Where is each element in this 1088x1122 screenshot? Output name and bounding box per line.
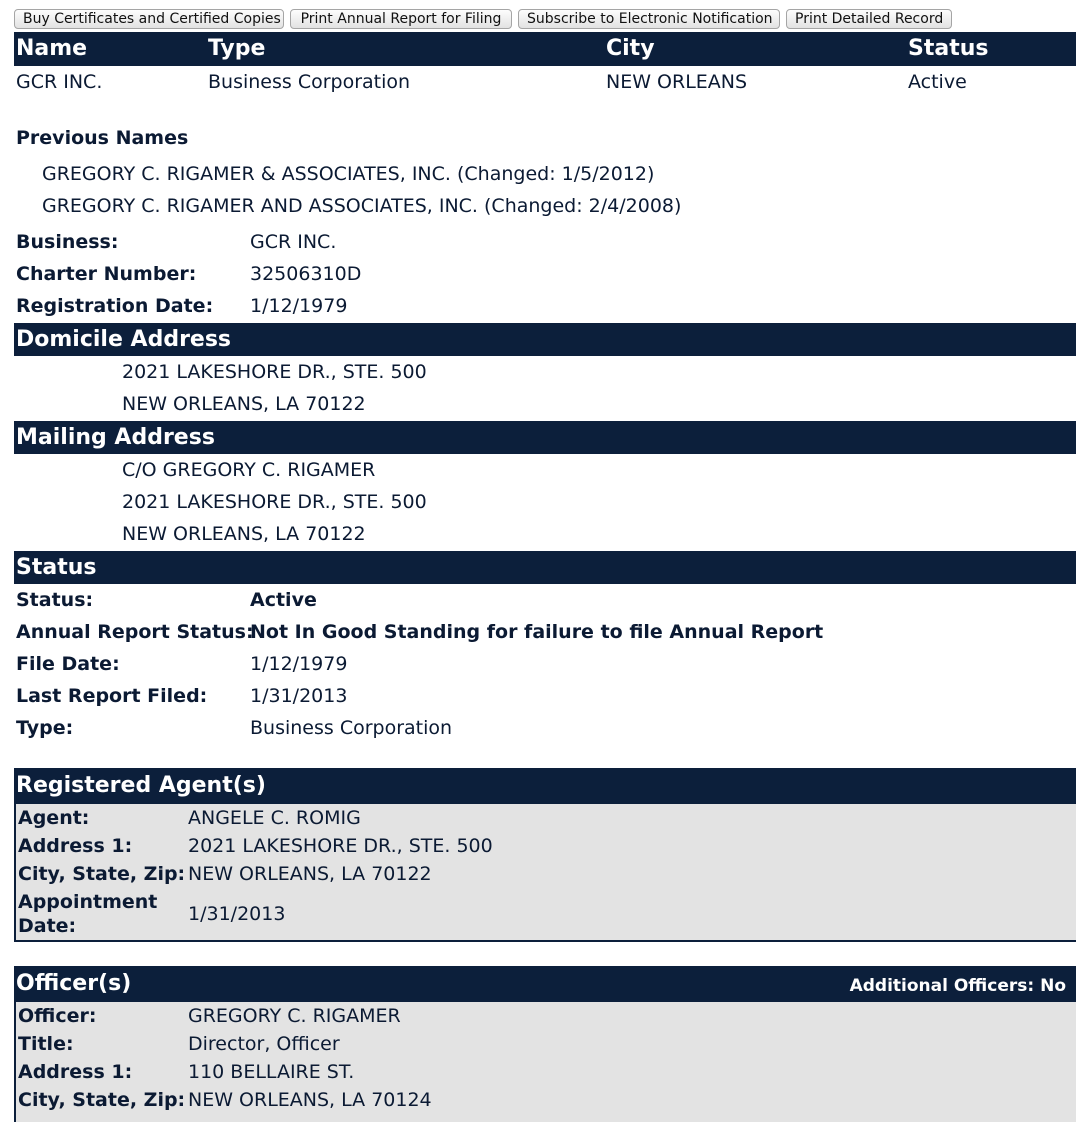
business-value: GCR INC. xyxy=(250,231,337,253)
status-header xyxy=(14,551,1076,584)
annual-report-status-value: Not In Good Standing for failure to file Annual Report xyxy=(250,621,824,643)
type-value: Business Corporation xyxy=(250,717,453,739)
officer-city-value: NEW ORLEANS, LA 70124 xyxy=(188,1089,432,1111)
agent-city-label: City, State, Zip: xyxy=(18,863,186,885)
charter-number-value: 32506310D xyxy=(250,263,362,285)
registration-date-value: 1/12/1979 xyxy=(250,295,348,317)
registered-agent-heading: Registered Agent(s) xyxy=(16,773,266,798)
buy-certificates-button[interactable]: Buy Certificates and Certified Copies xyxy=(14,9,284,29)
officer-address-label: Address 1: xyxy=(18,1061,133,1083)
column-header-city: City xyxy=(606,36,655,61)
mailing-address-header xyxy=(14,421,1076,454)
status-heading: Status xyxy=(16,555,97,580)
result-status: Active xyxy=(908,71,967,93)
appointment-date-label-line1: Appointment xyxy=(18,891,158,913)
annual-report-status-label: Annual Report Status: xyxy=(16,621,254,643)
mailing-address-line: NEW ORLEANS, LA 70122 xyxy=(122,523,366,545)
results-header xyxy=(14,32,1076,66)
domicile-address-line: 2021 LAKESHORE DR., STE. 500 xyxy=(122,361,427,383)
agent-address-value: 2021 LAKESHORE DR., STE. 500 xyxy=(188,835,493,857)
mailing-address-line: C/O GREGORY C. RIGAMER xyxy=(122,459,376,481)
registration-date-label: Registration Date: xyxy=(16,295,214,317)
last-report-filed-label: Last Report Filed: xyxy=(16,685,208,707)
domicile-address-heading: Domicile Address xyxy=(16,327,232,352)
officers-heading: Officer(s) xyxy=(16,971,132,996)
officers-panel xyxy=(14,1002,1076,1122)
status-value: Active xyxy=(250,589,317,611)
appointment-date-value: 1/31/2013 xyxy=(188,903,286,925)
officer-value: GREGORY C. RIGAMER xyxy=(188,1005,401,1027)
officer-title-value: Director, Officer xyxy=(188,1033,340,1055)
result-type: Business Corporation xyxy=(208,71,411,93)
domicile-address-line: NEW ORLEANS, LA 70122 xyxy=(122,393,366,415)
result-name: GCR INC. xyxy=(16,71,103,93)
mailing-address-heading: Mailing Address xyxy=(16,425,215,450)
business-label: Business: xyxy=(16,231,119,253)
print-detailed-record-button[interactable]: Print Detailed Record xyxy=(786,9,952,29)
status-label: Status: xyxy=(16,589,94,611)
charter-number-label: Charter Number: xyxy=(16,263,197,285)
officer-address-value: 110 BELLAIRE ST. xyxy=(188,1061,355,1083)
subscribe-notification-button[interactable]: Subscribe to Electronic Notification xyxy=(518,9,780,29)
column-header-type: Type xyxy=(208,36,266,61)
registered-agent-panel xyxy=(14,804,1076,942)
agent-address-label: Address 1: xyxy=(18,835,133,857)
column-header-name: Name xyxy=(16,36,88,61)
print-annual-report-button[interactable]: Print Annual Report for Filing xyxy=(290,9,512,29)
file-date-label: File Date: xyxy=(16,653,120,675)
additional-officers-indicator: Additional Officers: No xyxy=(849,976,1066,996)
type-label: Type: xyxy=(16,717,74,739)
officer-title-label: Title: xyxy=(18,1033,74,1055)
file-date-value: 1/12/1979 xyxy=(250,653,348,675)
agent-city-value: NEW ORLEANS, LA 70122 xyxy=(188,863,432,885)
registered-agent-header xyxy=(14,768,1076,804)
domicile-address-header xyxy=(14,323,1076,356)
officers-header xyxy=(14,966,1076,1002)
officer-label: Officer: xyxy=(18,1005,97,1027)
previous-name-item: GREGORY C. RIGAMER & ASSOCIATES, INC. (Changed: 1/5/2012) xyxy=(42,163,655,185)
last-report-filed-value: 1/31/2013 xyxy=(250,685,348,707)
officer-city-label: City, State, Zip: xyxy=(18,1089,186,1111)
mailing-address-line: 2021 LAKESHORE DR., STE. 500 xyxy=(122,491,427,513)
appointment-date-label-line2: Date: xyxy=(18,915,77,937)
agent-value: ANGELE C. ROMIG xyxy=(188,807,361,829)
previous-name-item: GREGORY C. RIGAMER AND ASSOCIATES, INC. (Changed: 2/4/2008) xyxy=(42,195,682,217)
agent-label: Agent: xyxy=(18,807,90,829)
column-header-status: Status xyxy=(908,36,989,61)
result-city: NEW ORLEANS xyxy=(606,71,748,93)
previous-names-heading: Previous Names xyxy=(16,127,189,149)
